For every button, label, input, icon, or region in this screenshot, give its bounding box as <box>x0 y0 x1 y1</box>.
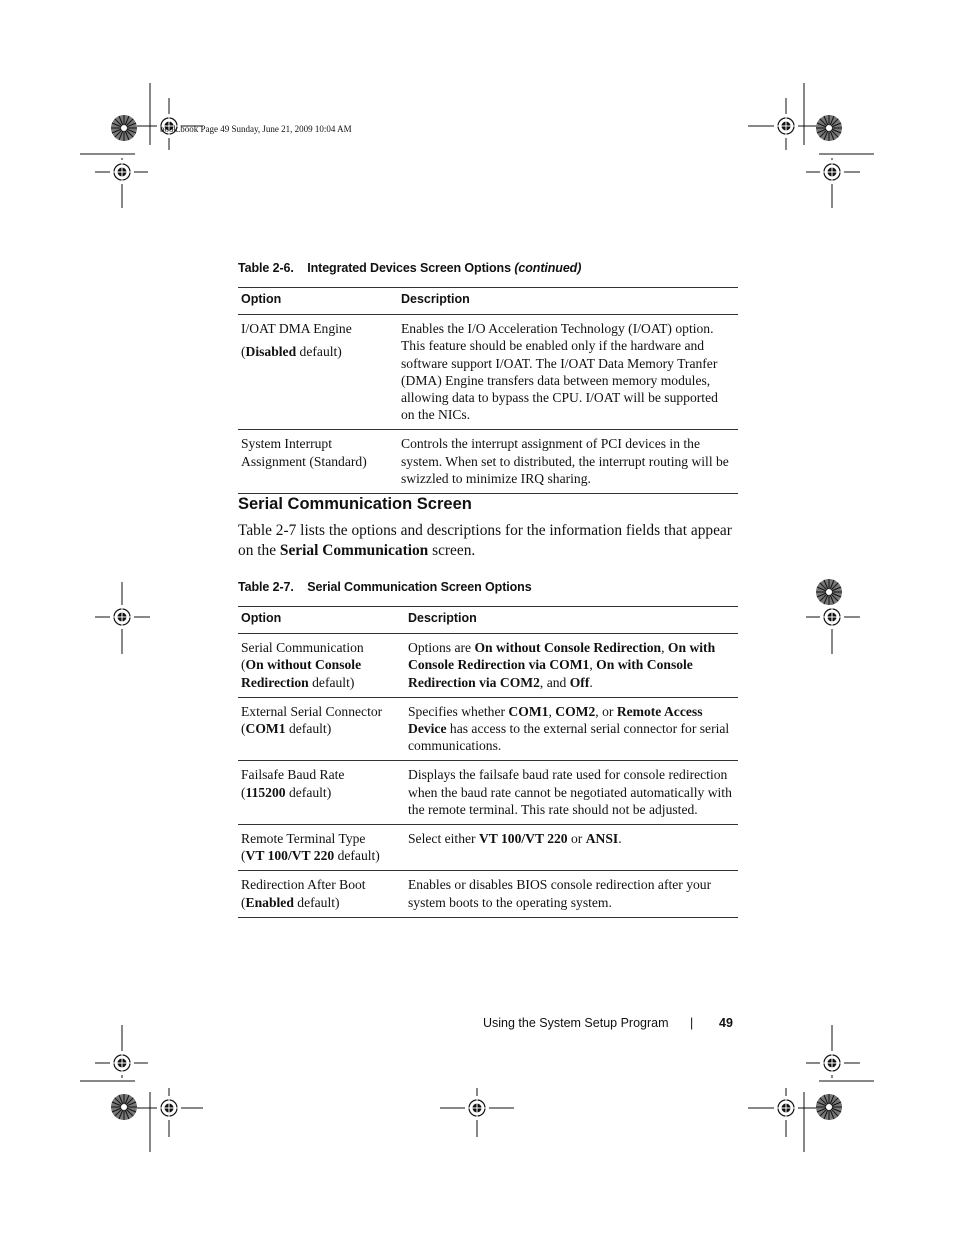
page-number: 49 <box>719 1016 733 1030</box>
registration-mark-top-right-2 <box>820 160 844 184</box>
table-row <box>238 871 738 917</box>
description-cell: Displays the failsafe baud rate used for console redirection when the baud rate cannot be negotiated automatically with the remote terminal. This rate should not be adjusted. <box>408 767 732 817</box>
column-header-option: Option <box>241 611 282 625</box>
section-heading: Serial Communication Screen <box>238 495 472 513</box>
star-target-middle-right <box>816 579 842 605</box>
option-cell: Failsafe Baud Rate (115200 default) <box>241 767 345 800</box>
registration-mark-bottom-left-1 <box>110 1051 134 1075</box>
star-target-top-left <box>111 115 137 141</box>
table-row <box>238 430 738 494</box>
footer-separator: | <box>690 1016 694 1030</box>
table-header-row <box>238 287 738 315</box>
crop-mark-top-left <box>80 83 203 208</box>
registration-mark-bottom-right-2 <box>774 1096 798 1120</box>
table-row <box>238 698 738 762</box>
footer-section-title: Using the System Setup Program <box>483 1016 669 1030</box>
star-target-bottom-left <box>111 1094 137 1120</box>
table-row <box>238 315 738 430</box>
registration-mark-bottom-center <box>465 1096 489 1120</box>
registration-mark-bottom-right-1 <box>820 1051 844 1075</box>
table-header-row <box>238 606 738 634</box>
description-cell: Select either VT 100/VT 220 or ANSI. <box>408 831 622 847</box>
option-cell: Serial Communication (On without Console Redirection default) <box>241 640 364 690</box>
table-row <box>238 761 738 825</box>
table-7-title: Serial Communication Screen Options <box>307 580 532 594</box>
table-6-continued: (continued) <box>514 261 582 275</box>
table-7-label: Table 2-7. <box>238 580 294 594</box>
crop-mark-bottom-right <box>748 1025 874 1152</box>
table-6-title: Integrated Devices Screen Options <box>307 261 511 275</box>
table-7-caption <box>238 580 532 594</box>
table-6 <box>238 287 738 494</box>
column-header-description: Description <box>401 292 470 306</box>
table-row <box>238 825 738 871</box>
description-cell: Specifies whether COM1, COM2, or Remote Access Device has access to the external serial connector for serial communications. <box>408 703 730 754</box>
registration-mark-middle-left <box>110 605 134 629</box>
registration-mark-middle-right <box>820 605 844 629</box>
table-6-caption <box>238 261 581 275</box>
table-7 <box>238 606 738 918</box>
star-target-top-right <box>816 115 842 141</box>
description-cell: Options are On without Console Redirection, On with Console Redirection via COM1, On with Console Redirection via COM2, and Off. <box>408 640 716 690</box>
registration-mark-top-right-1 <box>774 114 798 138</box>
crop-mark-bottom-left <box>80 1025 203 1152</box>
option-cell: System Interrupt Assignment (Standard) <box>241 436 367 469</box>
description-cell: Enables the I/O Acceleration Technology (I/OAT) option. This feature should be enabled only if the hardware and software support I/OAT. The I/OAT Data Memory Tranfer (DMA) Engine transfers data between memory modules, allowing data to bypass the CPU. I/OAT will be supported on the NICs. <box>401 321 718 423</box>
description-cell: Controls the interrupt assignment of PCI devices in the system. When set to distributed, the interrupt routing will be swizzled to minimize IRQ sharing. <box>401 436 729 486</box>
option-default: (Disabled default) <box>241 344 342 360</box>
registration-mark-top-left-2 <box>110 160 134 184</box>
option-name: I/OAT DMA Engine <box>241 321 352 337</box>
column-header-description: Description <box>408 611 477 625</box>
registration-mark-bottom-left-2 <box>157 1096 181 1120</box>
table-row <box>238 634 738 698</box>
section-paragraph: Table 2-7 lists the options and descriptions for the information fields that appear on the Serial Communication screen. <box>238 522 732 559</box>
description-cell: Enables or disables BIOS console redirection after your system boots to the operating system. <box>408 877 712 910</box>
print-slug: book.book Page 49 Sunday, June 21, 2009 10:04 AM <box>160 124 352 134</box>
star-target-bottom-right <box>816 1094 842 1120</box>
table-6-label: Table 2-6. <box>238 261 294 275</box>
option-cell: External Serial Connector (COM1 default) <box>241 703 383 737</box>
option-cell <box>238 315 398 429</box>
column-header-option: Option <box>241 292 282 306</box>
option-cell: Remote Terminal Type (VT 100/VT 220 default) <box>241 831 380 864</box>
crop-mark-top-right <box>748 83 874 208</box>
option-cell: Redirection After Boot (Enabled default) <box>241 877 366 910</box>
